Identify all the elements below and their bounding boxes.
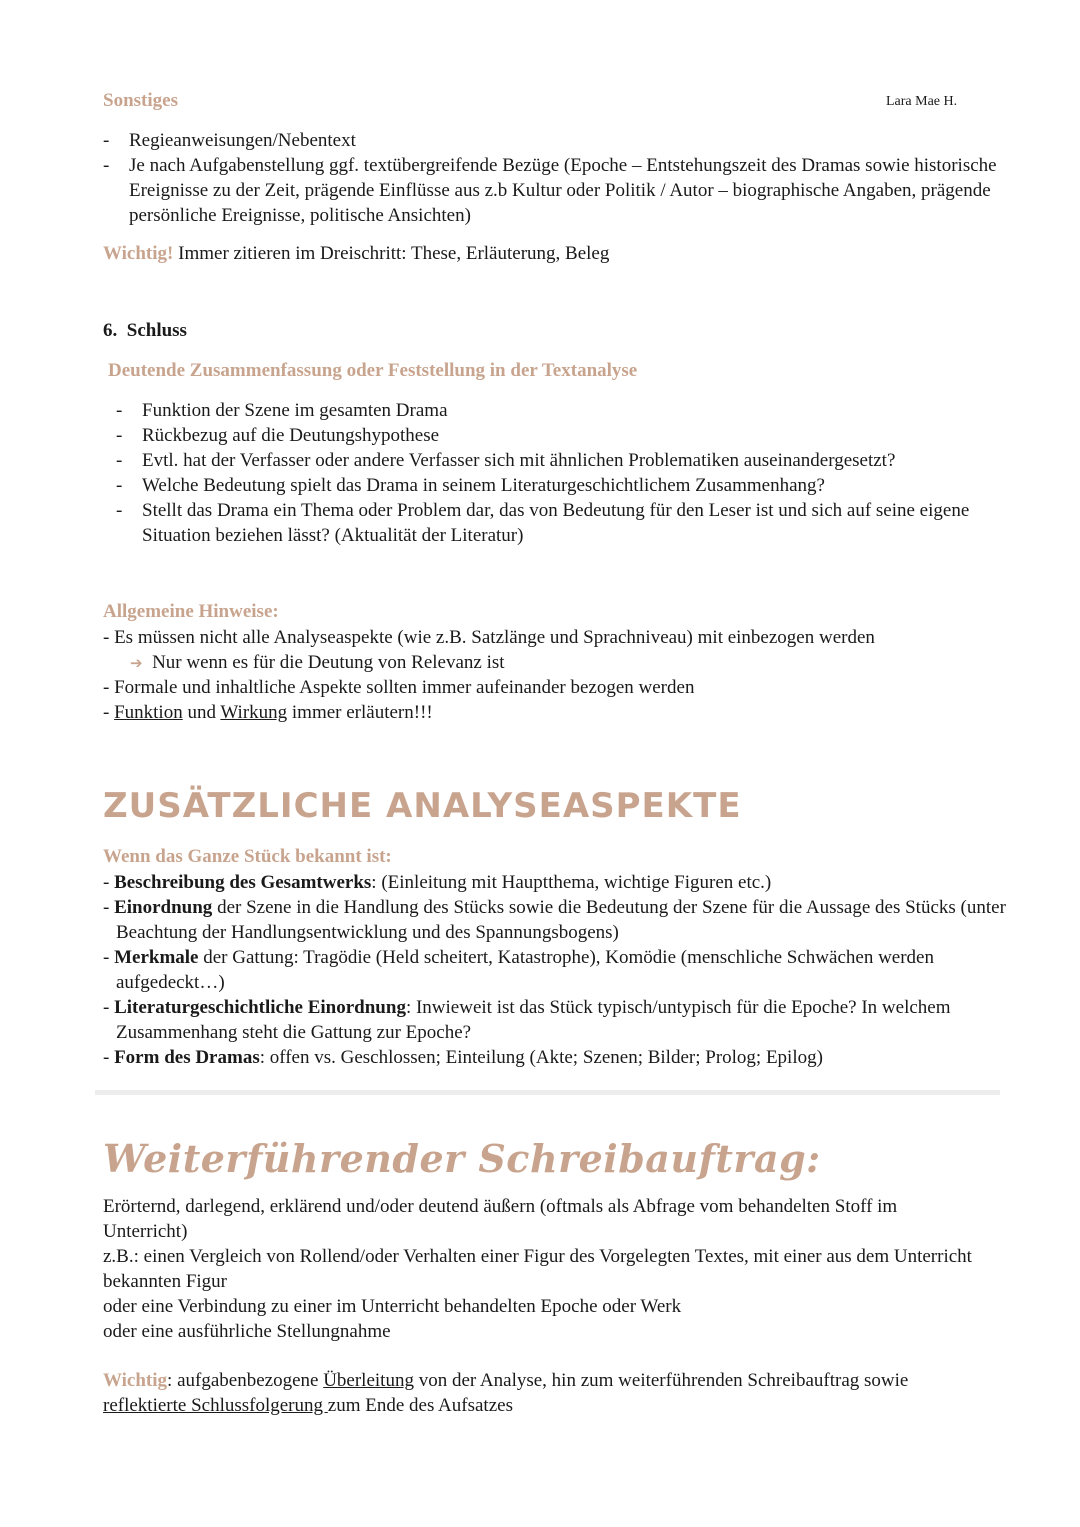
section-title-schluss: [103, 320, 187, 342]
author-name: Lara Mae H.: [886, 94, 958, 109]
list-item: - Stellt das Drama ein Thema oder Problem dar, das von Bedeutung für den Leser ist und sich auf seine eigene Situation beziehen lässt? (Aktualität der Literatur): [116, 500, 970, 546]
section-divider: [95, 1090, 1000, 1095]
sonstiges-list: [103, 128, 1009, 228]
heading-schreibauftrag: Weiterführender Schreibauftrag:: [103, 1136, 821, 1181]
list-item: - Regieanweisungen/Nebentext: [103, 130, 356, 151]
paragraph: Erörternd, darlegend, erklärend und/oder deutend äußern (oftmals als Abfrage vom behandelten Stoff im Unterricht): [103, 1196, 898, 1242]
important-note: [103, 241, 609, 266]
hinweise-title: Allgemeine Hinweise:: [103, 601, 279, 622]
list-item: - Literaturgeschichtliche Einordnung: Inwieweit ist das Stück typisch/untypisch für die Epoche? In welchem Zusammenhang steht die Gattung zur Epoche?: [103, 997, 951, 1043]
list-item: - Form des Dramas: offen vs. Geschlossen; Einteilung (Akte; Szenen; Bilder; Prolog; Epilog): [103, 1047, 823, 1068]
important-label: Wichtig: [103, 1370, 168, 1391]
section-number: 6.: [103, 320, 118, 341]
list-item: - Merkmale der Gattung: Tragödie (Held scheitert, Katastrophe), Komödie (menschliche Schwächen werden aufgedeckt…): [103, 947, 934, 993]
underlined-word: reflektierte Schlussfolgerung: [103, 1395, 328, 1416]
hinweise-line-2: - Formale und inhaltliche Aspekte sollten immer aufeinander bezogen werden: [103, 677, 695, 698]
heading-zusaetzliche-analyseaspekte: ZUSÄTZLICHE ANALYSEASPEKTE: [103, 786, 742, 826]
important-text: Immer zitieren im Dreischritt: These, Erläuterung, Beleg: [173, 243, 610, 264]
paragraph: z.B.: einen Vergleich von Rollend/oder Verhalten einer Figur des Vorgelegten Textes, mit einer aus dem Unterricht bekannten Figur: [103, 1246, 972, 1292]
hinweise-line-3: - Funktion und Wirkung immer erläutern!!!: [103, 702, 433, 723]
schreibauftrag-body: [103, 1194, 983, 1344]
list-item: - Evtl. hat der Verfasser oder andere Verfasser sich mit ähnlichen Problematiken auseinandergesetzt?: [116, 450, 896, 471]
schluss-subtitle: Deutende Zusammenfassung oder Feststellung in der Textanalyse: [108, 360, 638, 381]
list-item: - Rückbezug auf die Deutungshypothese: [116, 425, 440, 446]
list-item: - Funktion der Szene im gesamten Drama: [116, 400, 448, 421]
schluss-list: [116, 398, 1022, 548]
schreibauftrag-important: Wichtig: aufgabenbezogene Überleitung von der Analyse, hin zum weiterführenden Schreibauftrag sowie reflektierte Schlussfolgerung zum Ende des Aufsatzes: [103, 1370, 909, 1416]
paragraph: oder eine ausführliche Stellungnahme: [103, 1321, 391, 1342]
hinweise-sub-line: ➔ Nur wenn es für die Deutung von Relevanz ist: [130, 652, 505, 673]
paragraph: oder eine Verbindung zu einer im Unterricht behandelten Epoche oder Werk: [103, 1296, 682, 1317]
list-item: - Welche Bedeutung spielt das Drama in seinem Literaturgeschichtlichem Zusammenhang?: [116, 475, 825, 496]
important-label: Wichtig!: [103, 243, 174, 264]
list-item: - Einordnung der Szene in die Handlung des Stücks sowie die Bedeutung der Szene für die Aussage des Stücks (unter Beachtung der Handlungsentwicklung und des Spannungsbogens): [103, 897, 1006, 943]
underlined-word: Überleitung: [323, 1370, 414, 1391]
underlined-word: Wirkung: [220, 702, 288, 723]
list-item: - Beschreibung des Gesamtwerks: (Einleitung mit Hauptthema, wichtige Figuren etc.): [103, 872, 772, 893]
section-title: Schluss: [126, 320, 187, 341]
list-item: - Je nach Aufgabenstellung ggf. textübergreifende Bezüge (Epoche – Entstehungszeit des Dramas sowie historische Ereignisse zu der Zeit, prägende Einflüsse aus z.b Kultur oder Politik / Autor – biographische Angaben, prägende persönliche Ereignisse, politische Ansichten): [103, 155, 997, 226]
hinweise-line-1: - Es müssen nicht alle Analyseaspekte (wie z.B. Satzlänge und Sprachniveau) mit einbezogen werden: [103, 627, 875, 648]
section-label-sonstiges: Sonstiges: [103, 90, 178, 111]
arrow-icon: ➔: [130, 656, 143, 672]
zusatz-subtitle: Wenn das Ganze Stück bekannt ist:: [103, 846, 392, 867]
underlined-word: Funktion: [114, 702, 183, 723]
zusatz-list: [103, 870, 1013, 1070]
